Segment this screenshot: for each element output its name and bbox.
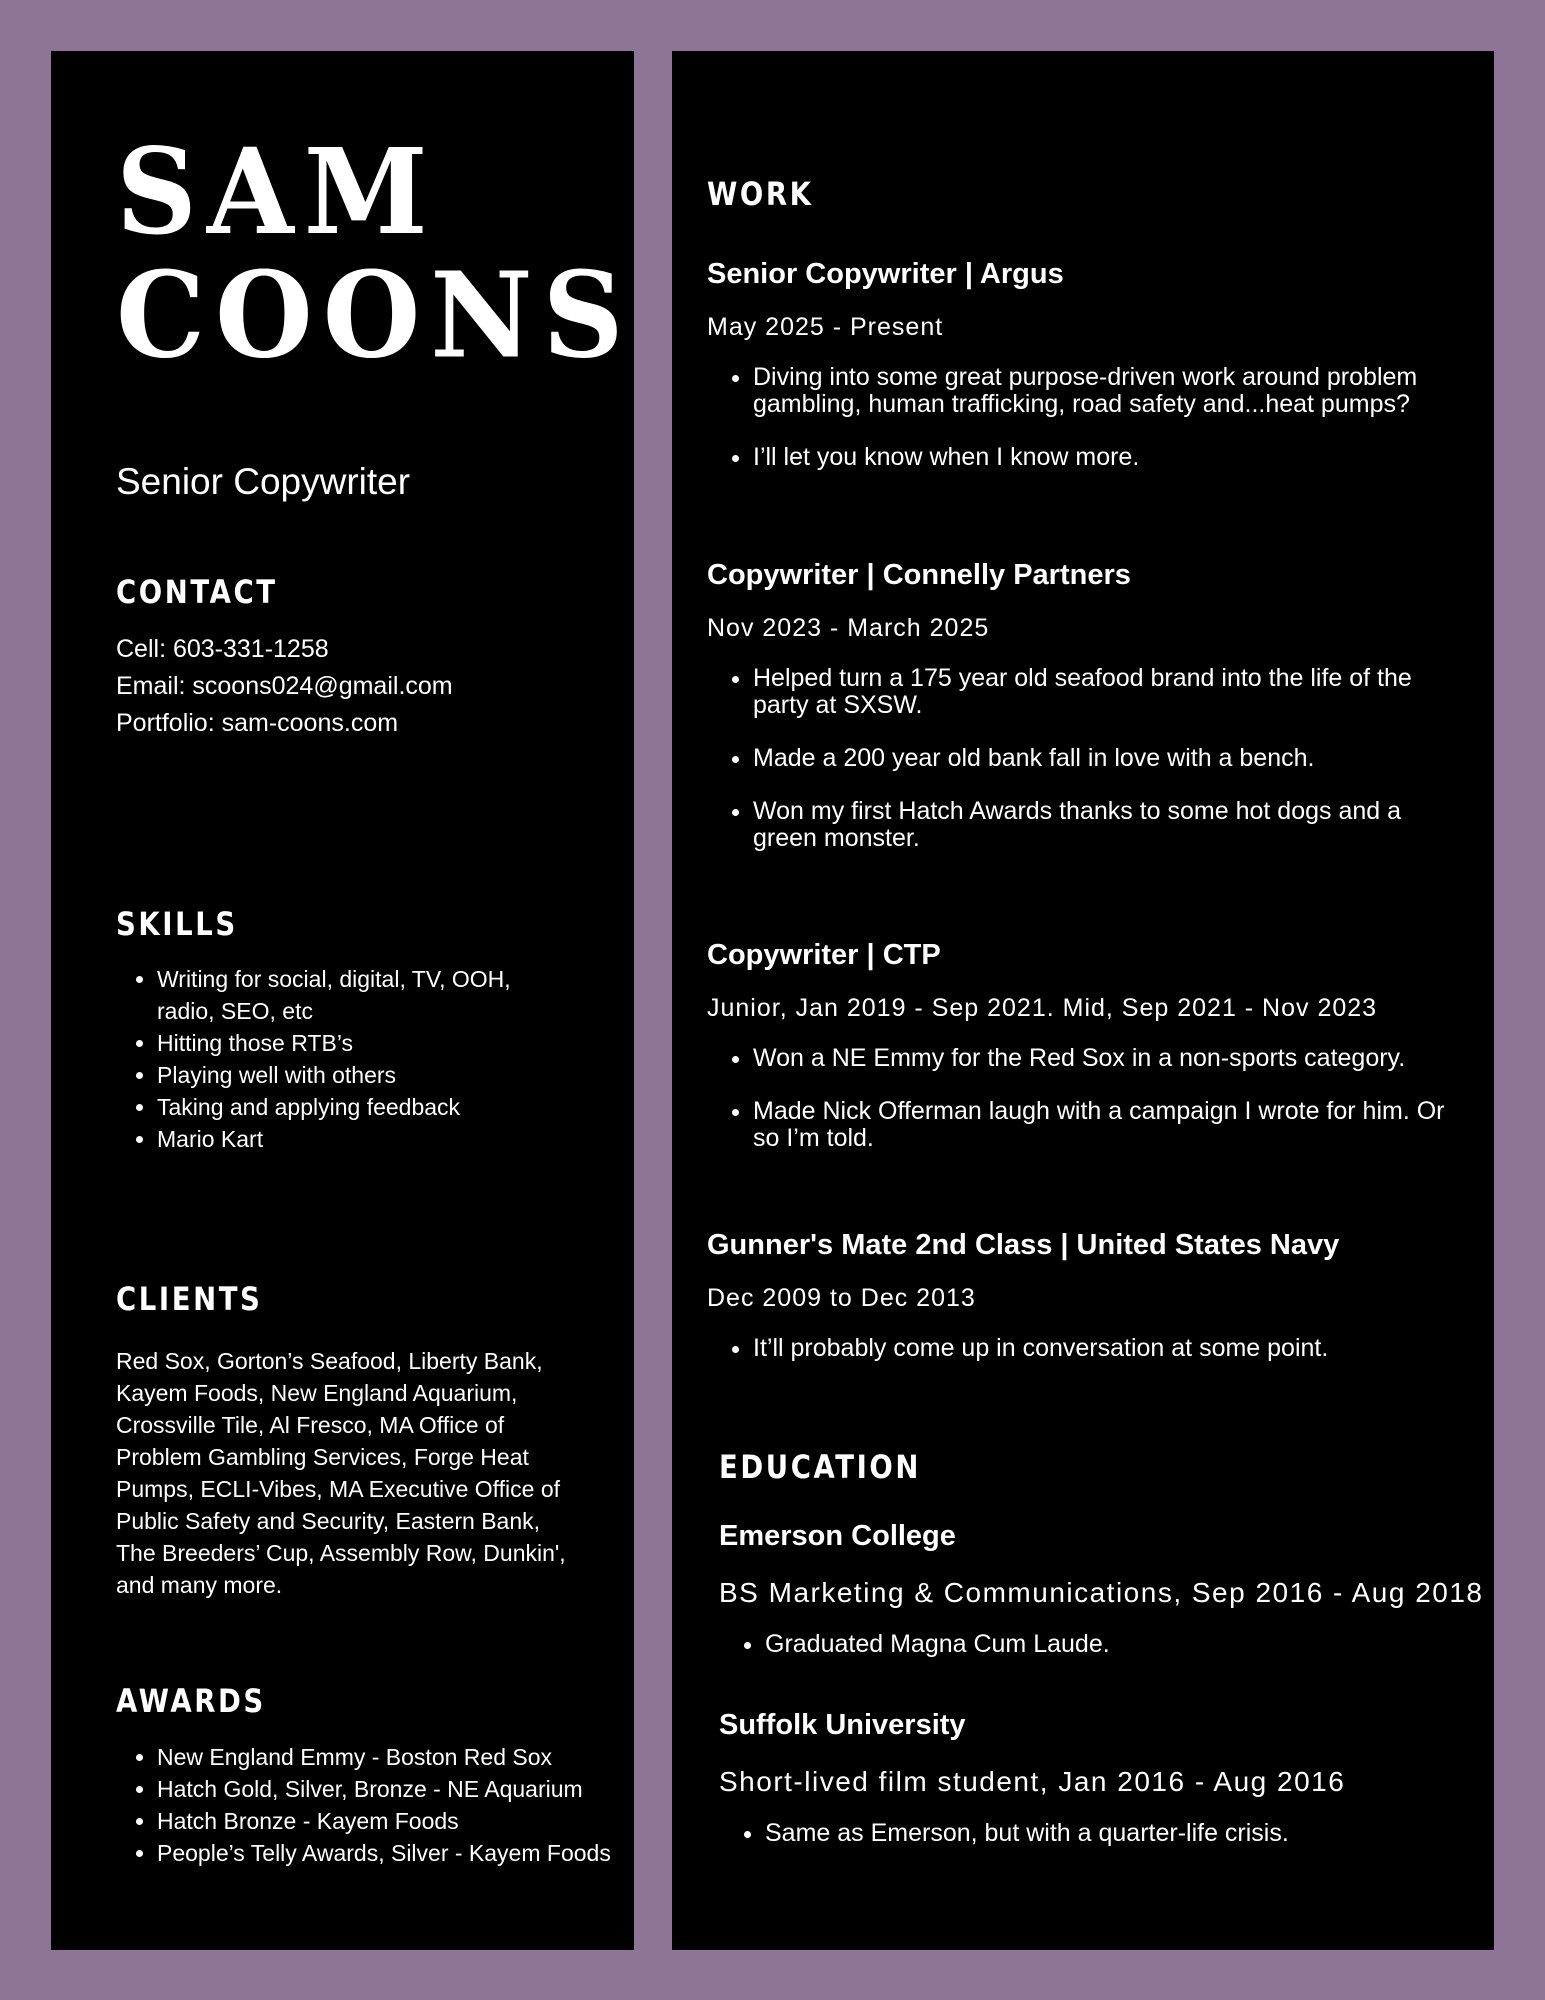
contact-cell: Cell: 603-331-1258	[116, 635, 329, 663]
education-heading: EDUCATION	[719, 1448, 922, 1486]
job-role: Senior Copywriter	[116, 461, 411, 502]
job-title: Senior Copywriter | Argus	[707, 258, 1064, 290]
skills-list	[116, 963, 557, 1155]
job-dates: Dec 2009 to Dec 2013	[707, 1284, 976, 1312]
list-item: • Mario Kart	[157, 1123, 557, 1155]
job-dates: May 2025 - Present	[707, 313, 944, 341]
resume-name	[116, 123, 634, 386]
right-panel	[672, 51, 1494, 1950]
list-item: • Hitting those RTB’s	[157, 1027, 557, 1059]
job-title: Gunner's Mate 2nd Class | United States Navy	[707, 1229, 1340, 1261]
list-item: • People’s Telly Awards, Silver - Kayem Foods	[157, 1837, 637, 1869]
list-item: • Made Nick Offerman laugh with a campaign I wrote for him. Or so I’m told.	[753, 1098, 1467, 1152]
job-entry	[707, 559, 1467, 878]
list-item: • Same as Emerson, but with a quarter-life crisis.	[765, 1820, 1479, 1847]
list-item: • Writing for social, digital, TV, OOH, radio, SEO, etc	[157, 963, 557, 1027]
contact-block	[116, 631, 453, 742]
job-dates: Junior, Jan 2019 - Sep 2021. Mid, Sep 2021 - Nov 2023	[707, 994, 1378, 1022]
clients-text: Red Sox, Gorton’s Seafood, Liberty Bank, Kayem Foods, New England Aquarium, Crossville Tile, Al Fresco, MA Office of Problem Gambling Services, Forge Heat Pumps, ECLI-Vibes, MA Executive Office of Public Safety and Security, Eastern Bank, The Breeders’ Cup, Assembly Row, Dunkin', and many more.	[116, 1348, 566, 1598]
list-item: • It’ll probably come up in conversation at some point.	[753, 1335, 1467, 1362]
job-bullets	[707, 1335, 1467, 1362]
list-item: • Diving into some great purpose-driven work around problem gambling, human trafficking, road safety and...heat pumps?	[753, 364, 1467, 418]
awards-list	[116, 1741, 637, 1869]
job-entry	[707, 1229, 1467, 1388]
job-title: Copywriter | CTP	[707, 939, 941, 971]
list-item: • Hatch Gold, Silver, Bronze - NE Aquarium	[157, 1773, 637, 1805]
contact-heading: CONTACT	[116, 573, 278, 611]
job-bullets	[707, 364, 1467, 471]
clients-heading: CLIENTS	[116, 1280, 263, 1318]
list-item: • Graduated Magna Cum Laude.	[765, 1631, 1479, 1658]
contact-portfolio: Portfolio: sam-coons.com	[116, 709, 399, 737]
left-panel	[51, 51, 634, 1950]
list-item: • Hatch Bronze - Kayem Foods	[157, 1805, 637, 1837]
list-item: • Made a 200 year old bank fall in love with a bench.	[753, 745, 1467, 772]
skills-heading: SKILLS	[116, 905, 238, 943]
job-bullets	[707, 1045, 1467, 1152]
list-item: • Taking and applying feedback	[157, 1091, 557, 1123]
job-entry	[707, 939, 1467, 1178]
job-title: Copywriter | Connelly Partners	[707, 559, 1131, 591]
education-entry	[719, 1520, 1484, 1684]
job-dates: Nov 2023 - March 2025	[707, 614, 990, 642]
school-bullets	[719, 1820, 1479, 1847]
list-item: • Won a NE Emmy for the Red Sox in a non-sports category.	[753, 1045, 1467, 1072]
awards-heading: AWARDS	[116, 1682, 266, 1720]
education-entry	[719, 1709, 1479, 1873]
school-detail: BS Marketing & Communications, Sep 2016 - Aug 2018	[719, 1577, 1484, 1608]
school-name: Suffolk University	[719, 1709, 966, 1741]
job-bullets	[707, 665, 1467, 852]
contact-email: Email: scoons024@gmail.com	[116, 672, 453, 700]
last-name: COONS	[116, 247, 634, 386]
school-detail: Short-lived film student, Jan 2016 - Aug 2016	[719, 1766, 1346, 1797]
list-item: • New England Emmy - Boston Red Sox	[157, 1741, 637, 1773]
job-entry	[707, 258, 1467, 497]
list-item: • Won my first Hatch Awards thanks to some hot dogs and a green monster.	[753, 798, 1467, 852]
work-heading: WORK	[707, 175, 814, 213]
list-item: • Playing well with others	[157, 1059, 557, 1091]
list-item: • Helped turn a 175 year old seafood brand into the life of the party at SXSW.	[753, 665, 1467, 719]
school-bullets	[719, 1631, 1479, 1658]
school-name: Emerson College	[719, 1520, 956, 1552]
list-item: • I’ll let you know when I know more.	[753, 444, 1467, 471]
first-name: SAM	[116, 123, 438, 262]
